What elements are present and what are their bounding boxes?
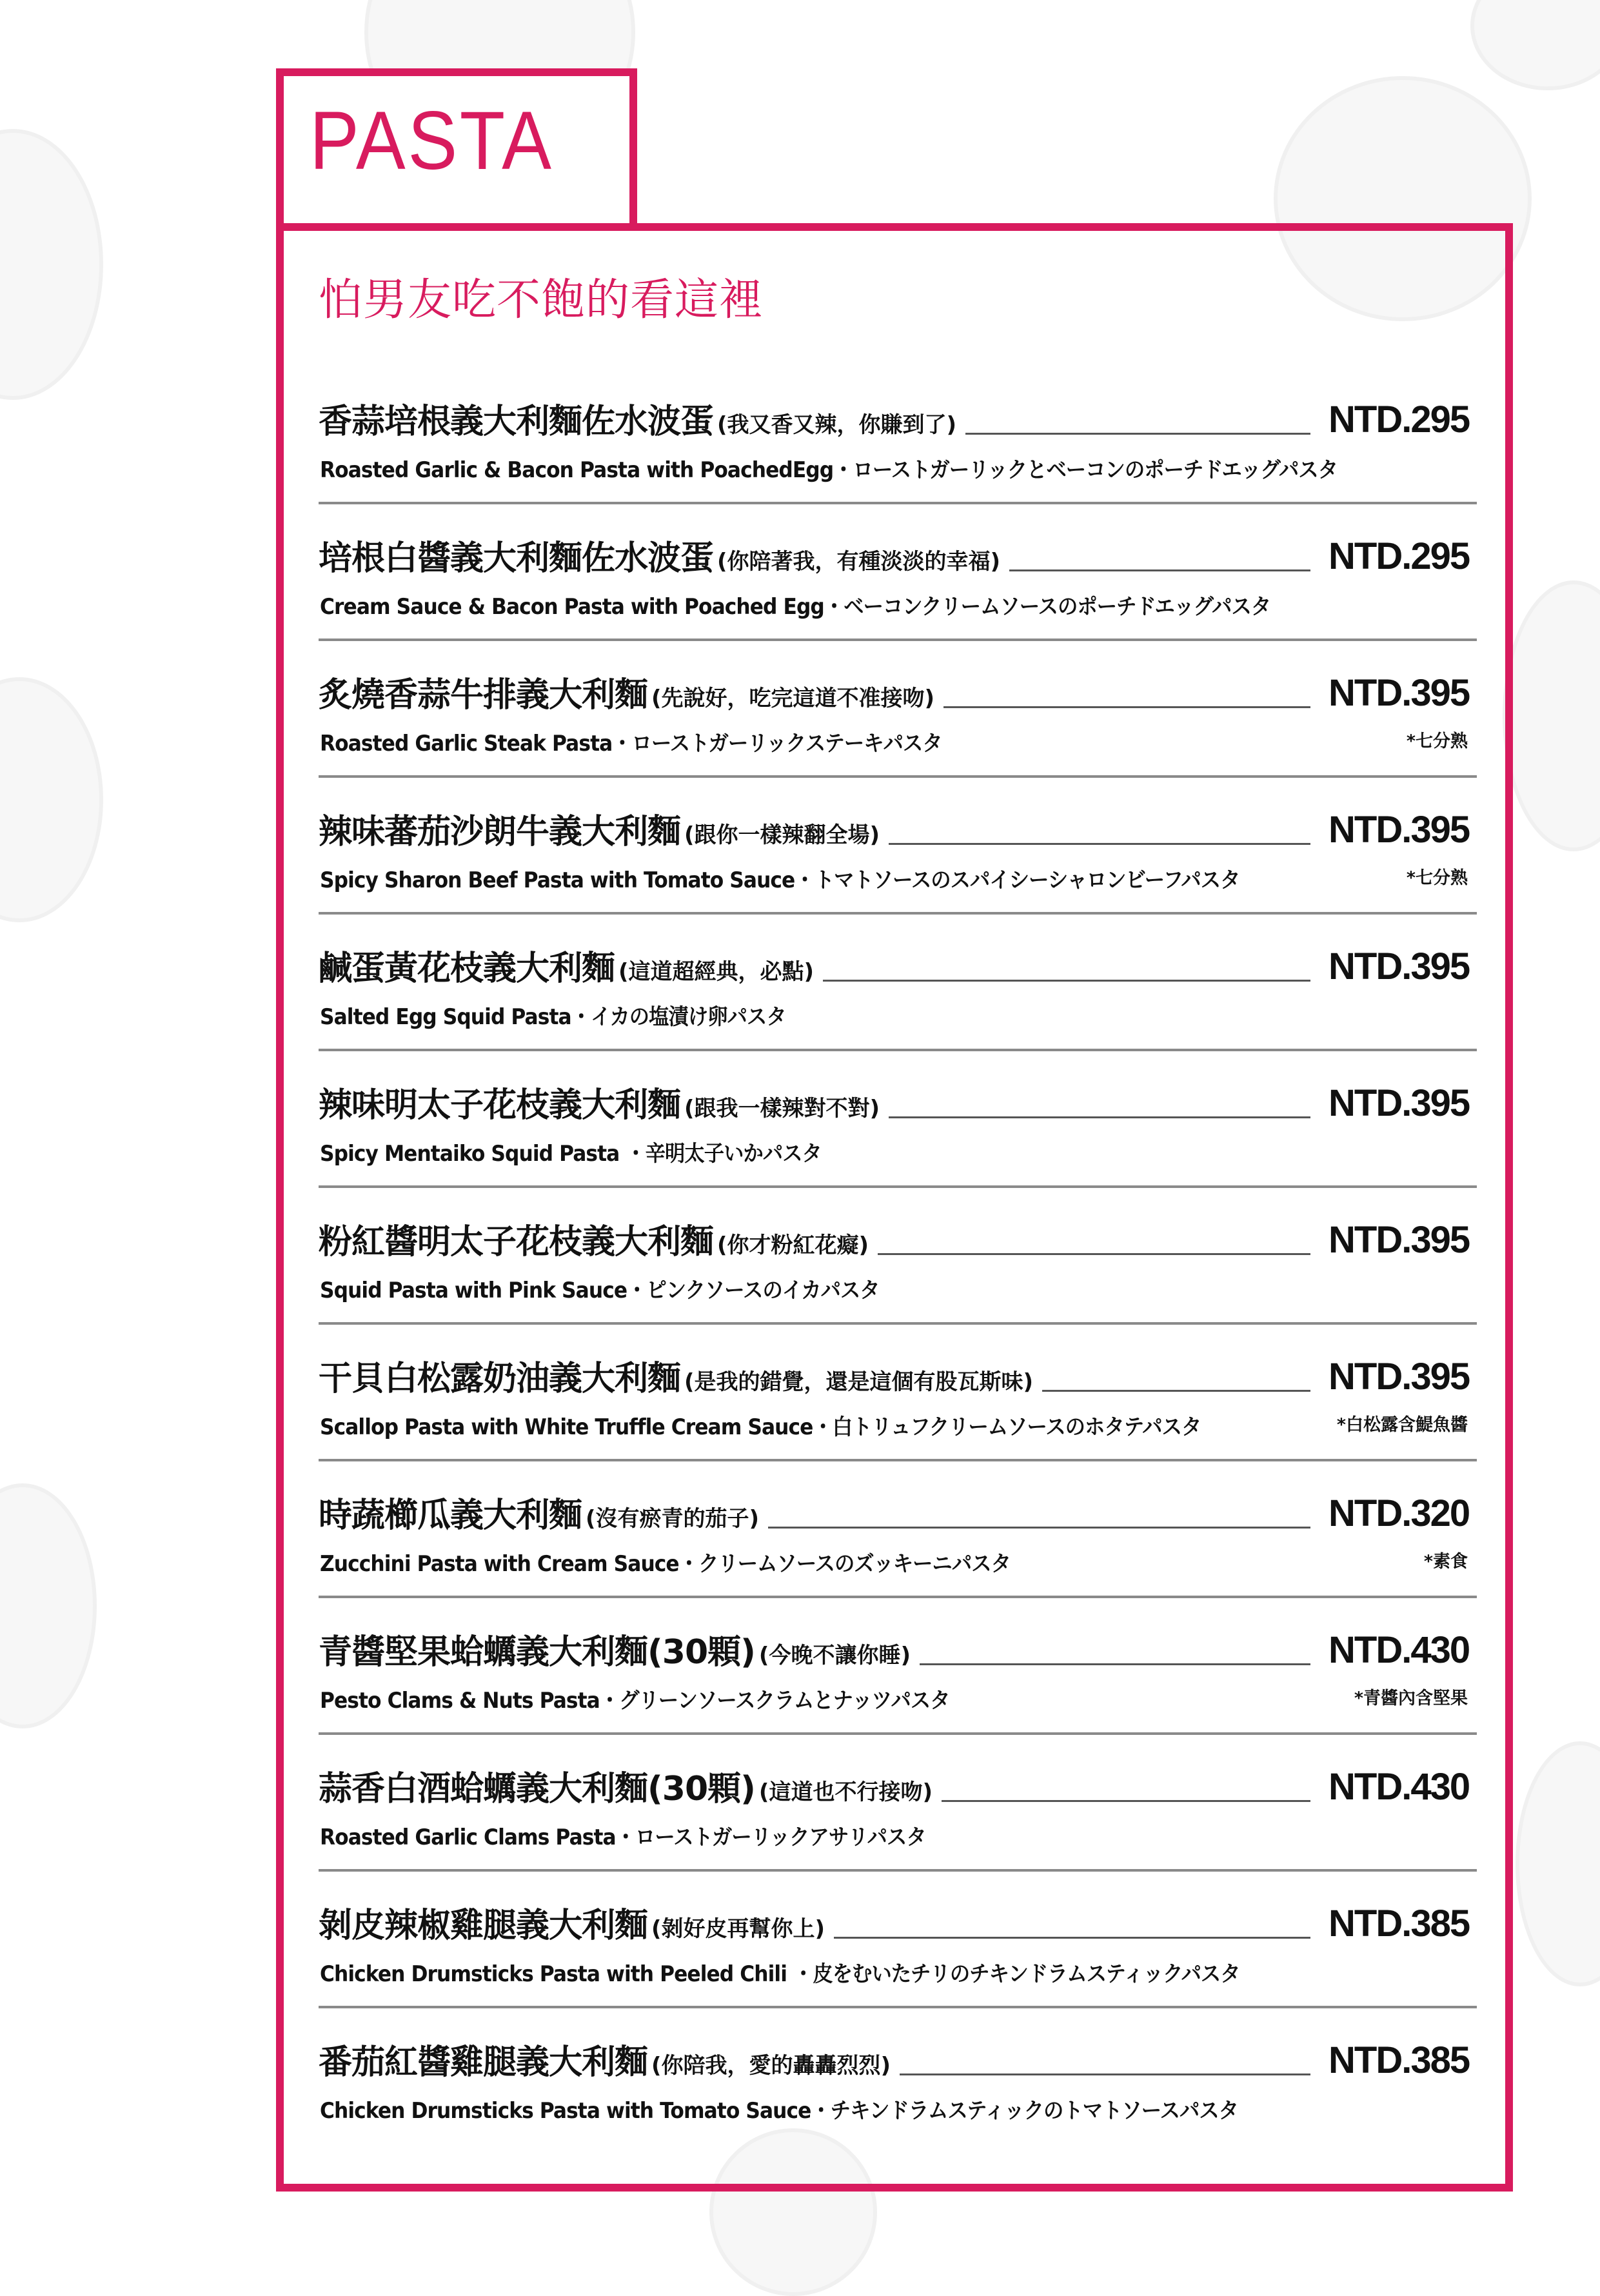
- background-plate-decoration: [1516, 1741, 1600, 1986]
- item-name: 辣味明太子花枝義大利麵: [319, 1086, 681, 1125]
- leader-line: [878, 1253, 1310, 1255]
- menu-item: [319, 504, 1477, 641]
- item-description: Spicy Sharon Beef Pasta with Tomato Sauce・トマトソースのスパイシーシャロンビーフパスタ: [320, 867, 1240, 893]
- item-price: NTD.320: [1328, 1492, 1470, 1534]
- item-description: Scallop Pasta with White Truffle Cream Sauce・白トリュフクリームソースのホタテパスタ: [320, 1414, 1201, 1440]
- item-description: Cream Sauce & Bacon Pasta with Poached Egg・ベーコンクリームソースのポーチドエッグパスタ: [320, 594, 1271, 620]
- item-description: Chicken Drumsticks Pasta with Tomato Sauce・チキンドラムスティックのトマトソースパスタ: [320, 2098, 1239, 2124]
- item-name: 粉紅醬明太子花枝義大利麵: [319, 1223, 714, 1262]
- item-tagline: (我又香又辣，你賺到了): [717, 412, 957, 438]
- item-tagline: (是我的錯覺，還是這個有股瓦斯味): [684, 1369, 1034, 1395]
- menu-item: [319, 1598, 1477, 1735]
- menu-item: [319, 1325, 1477, 1461]
- item-name: 干貝白松露奶油義大利麵: [319, 1360, 681, 1398]
- item-note: *素食: [1423, 1552, 1468, 1572]
- leader-line: [889, 1116, 1310, 1118]
- leader-line: [920, 1663, 1310, 1665]
- item-note: *七分熟: [1406, 731, 1468, 751]
- item-tagline: (今晚不讓你睡): [758, 1643, 911, 1668]
- background-plate-decoration: [0, 129, 103, 400]
- item-price: NTD.430: [1328, 1766, 1470, 1808]
- menu-item: [319, 1461, 1477, 1598]
- menu-item: [319, 1051, 1477, 1188]
- item-tagline: (你陪著我，有種淡淡的幸福): [717, 549, 1001, 575]
- leader-line: [1009, 569, 1310, 571]
- item-tagline: (跟你一樣辣翻全場): [684, 822, 880, 848]
- item-note: *青醬內含堅果: [1354, 1688, 1468, 1708]
- menu-item: [319, 1188, 1477, 1325]
- menu-item: [319, 915, 1477, 1051]
- item-price: NTD.395: [1328, 1356, 1470, 1398]
- item-tagline: (跟我一樣辣對不對): [684, 1096, 880, 1122]
- item-tagline: (沒有瘀青的茄子): [586, 1506, 760, 1532]
- leader-line: [965, 433, 1310, 435]
- item-description: Roasted Garlic Clams Pasta・ローストガーリックアサリパスタ: [320, 1825, 926, 1850]
- item-price: NTD.395: [1328, 945, 1470, 987]
- background-plate-decoration: [1503, 580, 1600, 851]
- item-name: 剝皮辣椒雞腿義大利麵: [319, 1906, 648, 1945]
- background-plate-decoration: [0, 1483, 97, 1728]
- menu-item: [319, 778, 1477, 915]
- item-tagline: (先說好，吃完這道不准接吻): [651, 686, 935, 711]
- item-description: Zucchini Pasta with Cream Sauce・クリームソースのズッキーニパスタ: [320, 1551, 1011, 1577]
- item-price: NTD.395: [1328, 1082, 1470, 1124]
- item-name: 辣味蕃茄沙朗牛義大利麵: [319, 813, 681, 851]
- leader-line: [834, 1937, 1310, 1939]
- menu-item: [319, 1872, 1477, 2008]
- item-description: Squid Pasta with Pink Sauce・ピンクソースのイカパスタ: [320, 1278, 880, 1303]
- item-price: NTD.295: [1328, 399, 1470, 440]
- menu-list: [319, 368, 1477, 2145]
- item-description: Salted Egg Squid Pasta・イカの塩漬け卵パスタ: [320, 1004, 786, 1030]
- menu-subheading: 怕男友吃不飽的看這裡: [319, 275, 764, 326]
- menu-item: [319, 368, 1477, 504]
- item-name: 香蒜培根義大利麵佐水波蛋: [319, 402, 714, 441]
- item-note: *七分熟: [1406, 868, 1468, 888]
- section-title: PASTA: [310, 95, 554, 187]
- item-price: NTD.385: [1328, 2039, 1470, 2081]
- item-tagline: (剝好皮再幫你上): [651, 1916, 825, 1942]
- item-price: NTD.385: [1328, 1903, 1470, 1945]
- item-note: *白松露含鯷魚醬: [1336, 1415, 1468, 1435]
- item-tagline: (這道超經典，必點): [618, 959, 815, 985]
- item-price: NTD.395: [1328, 809, 1470, 851]
- leader-line: [942, 1800, 1310, 1802]
- leader-line: [1042, 1390, 1310, 1392]
- item-name: 時蔬櫛瓜義大利麵: [319, 1496, 582, 1535]
- item-tagline: (你才粉紅花癡): [717, 1232, 869, 1258]
- background-plate-decoration: [1470, 0, 1600, 90]
- background-plate-decoration: [0, 677, 103, 922]
- menu-item: [319, 1735, 1477, 1872]
- leader-line: [889, 843, 1310, 845]
- leader-line: [768, 1527, 1310, 1529]
- menu-item: [319, 641, 1477, 778]
- item-name: 番茄紅醬雞腿義大利麵: [319, 2043, 648, 2082]
- item-name: 蒜香白酒蛤蠣義大利麵(30顆): [319, 1770, 755, 1808]
- item-description: Roasted Garlic & Bacon Pasta with PoachedEgg・ローストガーリックとベーコンのポーチドエッグパスタ: [320, 457, 1338, 483]
- item-name: 培根白醬義大利麵佐水波蛋: [319, 539, 714, 578]
- leader-line: [943, 706, 1310, 708]
- item-name: 炙燒香蒜牛排義大利麵: [319, 676, 648, 715]
- item-price: NTD.295: [1328, 535, 1470, 577]
- item-description: Roasted Garlic Steak Pasta・ローストガーリックステーキパスタ: [320, 731, 942, 757]
- item-price: NTD.395: [1328, 672, 1470, 714]
- item-price: NTD.430: [1328, 1629, 1470, 1671]
- leader-line: [900, 2073, 1310, 2075]
- item-name: 鹹蛋黃花枝義大利麵: [319, 949, 615, 988]
- item-description: Chicken Drumsticks Pasta with Peeled Chili ・皮をむいたチリのチキンドラムスティックパスタ: [320, 1961, 1240, 1987]
- item-description: Pesto Clams & Nuts Pasta・グリーンソースクラムとナッツパスタ: [320, 1688, 950, 1714]
- item-tagline: (這道也不行接吻): [758, 1779, 933, 1805]
- item-price: NTD.395: [1328, 1219, 1470, 1261]
- leader-line: [823, 980, 1310, 982]
- item-name: 青醬堅果蛤蠣義大利麵(30顆): [319, 1633, 755, 1672]
- menu-item: [319, 2008, 1477, 2145]
- item-tagline: (你陪我，愛的轟轟烈烈): [651, 2053, 891, 2079]
- item-description: Spicy Mentaiko Squid Pasta ・辛明太子いかパスタ: [320, 1141, 822, 1167]
